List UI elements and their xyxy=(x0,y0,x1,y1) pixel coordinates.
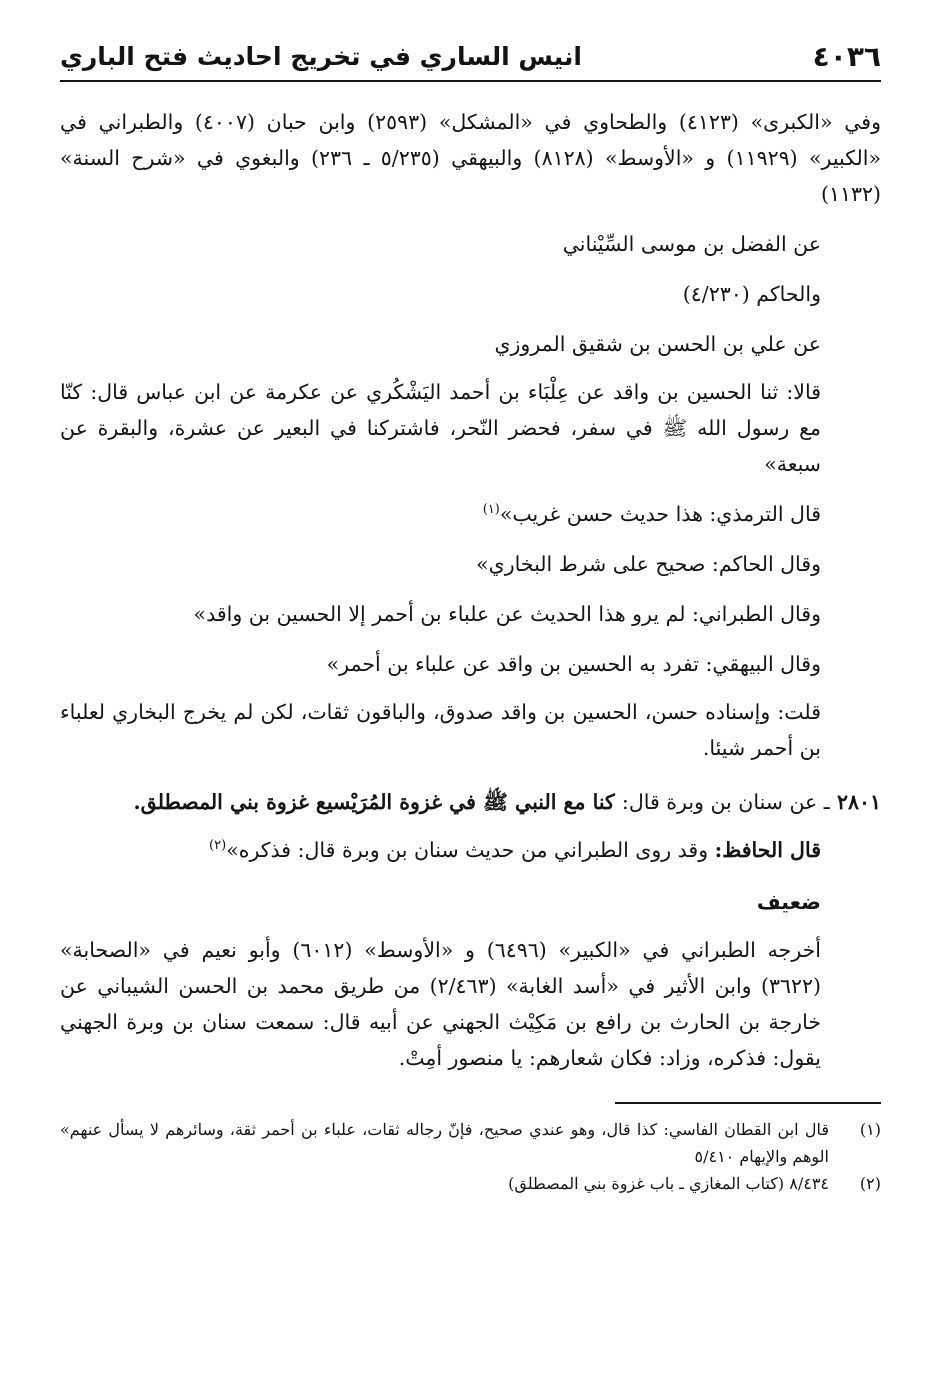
grading-verdict: ضعيف xyxy=(756,890,821,914)
tirmidhi-verdict xyxy=(60,496,881,532)
footnote-text: قال ابن القطان الفاسي: كذا قال، وهو عندي صحيح، فإنّ رجاله ثقات، علباء بن أحمر ثقة، وسائرهم لا يسأل عنهم» الوهم والإيهام ٥/٤١٠ xyxy=(60,1120,829,1166)
hadith-intro: ـ عن سنان بن وبرة قال: xyxy=(621,790,830,814)
footnote-text: ٨/٤٣٤ (كتاب المغازي ـ باب غزوة بني المصطلق) xyxy=(508,1174,829,1193)
document-page xyxy=(60,38,881,1362)
hadith-entry xyxy=(60,784,881,820)
hakim-verdict: وقال الحاكم: صحيح على شرط البخاري» xyxy=(476,552,821,576)
hadith-number: ٢٨٠١ xyxy=(836,790,881,814)
author-comment: قلت: وإسناده حسن، الحسين بن واقد صدوق، والباقون ثقات، لكن لم يخرج البخاري لعلباء بن أحمر شيئا. xyxy=(60,700,821,760)
footnote-number: (٢) xyxy=(859,1174,881,1193)
page-header xyxy=(60,38,881,82)
hafiz-text: وقد روى الطبراني من حديث سنان بن وبرة قال: فذكره» xyxy=(226,838,709,862)
footnotes xyxy=(60,1116,881,1197)
footnote-ref-1: (١) xyxy=(482,502,500,518)
page-number: ٤٠٣٦ xyxy=(812,40,881,73)
hafiz-label: قال الحافظ: xyxy=(714,838,821,862)
footnote-number: (١) xyxy=(859,1120,881,1139)
narrator-line-2: عن علي بن الحسن بن شقيق المروزي xyxy=(494,332,821,356)
hafiz-statement xyxy=(60,832,881,868)
tirmidhi-text: قال الترمذي: هذا حديث حسن غريب» xyxy=(499,502,821,526)
takhrij-paragraph-2: أخرجه الطبراني في «الكبير» (٦٤٩٦) و «الأوسط» (٦٠١٢) وأبو نعيم في «الصحابة» (٣٦٢٢) وابن الأثير في «أسد الغابة» (٢/٤٦٣) من طريق محمد بن الحسن الشيباني عن خارجة بن الحارث بن رافع بن مَكِيْث الجهني عن أبيه قال: سمعت سنان بن وبرة الجهني يقول: فذكره، وزاد: فكان شعارهم: يا منصور أمِتْ. xyxy=(60,938,822,1070)
narrator-line-1: عن الفضل بن موسى السِّيْناني xyxy=(562,232,821,256)
footnote-divider xyxy=(615,1102,881,1104)
takhrij-paragraph-1: وفي «الكبرى» (٤١٢٣) والطحاوي في «المشكل» (٢٥٩٣) وابن حبان (٤٠٠٧) والطبراني في «الكبير» (١١٩٢٩) و «الأوسط» (٨١٢٨) والبيهقي (٥/٢٣٥ ـ ٢٣٦) والبغوي في «شرح السنة» (١١٣٢) xyxy=(60,110,882,206)
tabarani-verdict: وقال الطبراني: لم يرو هذا الحديث عن علباء بن أحمر إلا الحسين بن واقد» xyxy=(193,602,821,626)
footnote-ref-2: (٢) xyxy=(209,838,227,854)
bayhaqi-verdict: وقال البيهقي: تفرد به الحسين بن واقد عن علباء بن أحمر» xyxy=(326,652,821,676)
running-title: انيس الساري في تخريج احاديث فتح الباري xyxy=(60,42,582,71)
source-line-hakim: والحاكم (٤/٢٣٠) xyxy=(682,282,821,306)
footnote-2 xyxy=(60,1170,881,1197)
main-text xyxy=(60,104,881,1076)
hadith-text: كنا مع النبي ﷺ في غزوة المُرَيْسيع غزوة بني المصطلق. xyxy=(133,790,615,814)
isnad-and-matn: قالا: ثنا الحسين بن واقد عن عِلْبَاء بن أحمد اليَشْكُري عن عكرمة عن ابن عباس قال: كنّا مع رسول الله ﷺ في سفر، فحضر النّحر، فاشتركنا في البعير عن عشرة، والبقرة عن سبعة» xyxy=(60,380,821,476)
footnote-1 xyxy=(60,1116,881,1170)
